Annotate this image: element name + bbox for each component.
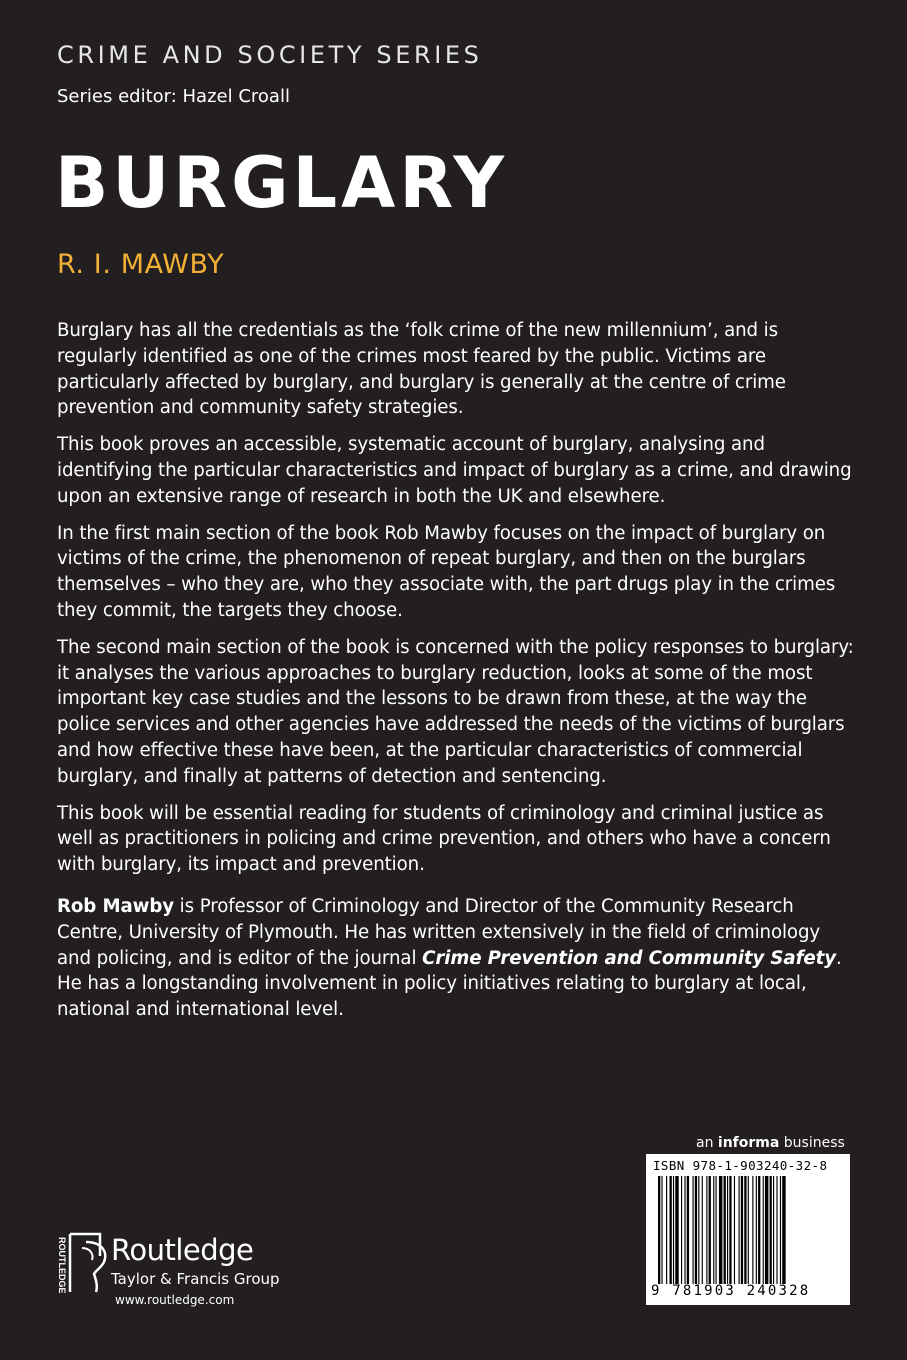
barcode-bar <box>706 1176 707 1284</box>
barcode-bar <box>716 1176 717 1284</box>
ean-number: 9 781903 240328 <box>651 1283 811 1299</box>
barcode-bar <box>776 1176 777 1284</box>
barcode-bar <box>758 1176 760 1284</box>
barcode-bar <box>675 1176 678 1284</box>
publisher-name: Routledge <box>111 1233 254 1267</box>
bio-text: is Professor of Criminology and Director of the Community Research Centre, University of Plymouth. He has written extensively in the field of criminology and policing, and is editor of the journal <box>57 895 821 969</box>
barcode-bar <box>770 1176 772 1284</box>
barcode-bar <box>741 1176 743 1284</box>
blurb-paragraph: This book will be essential reading for students of criminology and criminal justice as well as practitioners in policing and crime prevention, and others who have a concern with burglary, its impact and prevention. <box>57 802 831 876</box>
barcode-bars <box>658 1176 842 1284</box>
blurb-paragraph: This book proves an accessible, systematic account of burglary, analysing and identifying the particular characteristics and impact of burglary as a crime, and drawing upon an extensive range of research in both the UK and elsewhere. <box>57 434 852 507</box>
publisher-group: Taylor & Francis Group <box>111 1270 280 1288</box>
bio-author-name: Rob Mawby <box>57 895 174 917</box>
barcode-bar <box>684 1176 685 1284</box>
barcode-bar <box>763 1176 764 1284</box>
author-bio <box>57 894 857 1023</box>
barcode-bar <box>658 1176 660 1284</box>
barcode-bar <box>719 1176 722 1284</box>
isbn-number: ISBN 978-1-903240-32-8 <box>653 1158 828 1173</box>
blurb-paragraph: Burglary has all the credentials as the ‘folk crime of the new millennium’, and is regularly identified as one of the crimes most feared by the public. Victims are particularly affected by burglary, and burglary is generally at the centre of crime prevention and community safety strategies. <box>57 320 786 419</box>
series-name: CRIME AND SOCIETY SERIES <box>57 41 483 69</box>
barcode-bar <box>780 1176 781 1284</box>
barcode-bar <box>773 1176 774 1284</box>
barcode-bar <box>752 1176 753 1284</box>
blurb <box>57 318 857 1034</box>
barcode-bar <box>666 1176 667 1284</box>
informa-tagline <box>696 1135 845 1151</box>
series-editor: Series editor: Hazel Croall <box>57 86 290 107</box>
barcode-bar <box>681 1176 682 1284</box>
barcode-bar <box>734 1176 735 1284</box>
barcode-bar <box>687 1176 689 1284</box>
barcode-bar <box>748 1176 749 1284</box>
barcode-bar <box>661 1176 662 1284</box>
logo-wordmark: ROUTLEDGE <box>57 1237 67 1294</box>
informa-brand: informa <box>717 1135 780 1151</box>
bio-text: . He has a longstanding involvement in policy initiatives relating to burglary at local, national and international level. <box>57 947 842 1021</box>
barcode-bar <box>709 1176 711 1284</box>
barcode-bar <box>729 1176 731 1284</box>
barcode-bar <box>670 1176 672 1284</box>
barcode-bar <box>756 1176 757 1284</box>
book-title: BURGLARY <box>55 142 509 224</box>
barcode-bar <box>695 1176 697 1284</box>
barcode-bar <box>782 1176 785 1284</box>
informa-prefix: an <box>696 1135 718 1151</box>
bio-journal: Crime Prevention and Community Safety <box>422 947 836 969</box>
barcode-bar <box>739 1176 740 1284</box>
barcode-bar <box>698 1176 699 1284</box>
publisher-url[interactable]: www.routledge.com <box>115 1293 235 1307</box>
barcode-bar <box>724 1176 726 1284</box>
barcode-bar <box>673 1176 674 1284</box>
routledge-logo-icon <box>56 1228 116 1296</box>
informa-suffix: business <box>779 1135 845 1151</box>
book-author: R. I. MAWBY <box>57 249 225 280</box>
barcode-bar <box>713 1176 714 1284</box>
barcode-bar <box>744 1176 746 1284</box>
barcode-bar <box>702 1176 703 1284</box>
barcode-bar <box>727 1176 728 1284</box>
blurb-paragraph: In the first main section of the book Rob Mawby focuses on the impact of burglary on victims of the crime, the phenomenon of repeat burglary, and then on the burglars themselves – who they are, who they associate with, the part drugs play in the crimes they commit, the targets they choose. <box>57 522 836 621</box>
blurb-paragraph: The second main section of the book is concerned with the policy responses to burglary: it analyses the various approaches to burglary reduction, looks at some of the most important key case studies and the lessons to be drawn from these, at the way the police services and other agencies have addressed the needs of the victims of burglars and how effective these have been, at the particular characteristics of commercial burglary, and finally at patterns of detection and sentencing. <box>57 636 854 787</box>
barcode-bar <box>765 1176 768 1284</box>
isbn-barcode <box>646 1154 850 1305</box>
barcode-bar <box>693 1176 694 1284</box>
